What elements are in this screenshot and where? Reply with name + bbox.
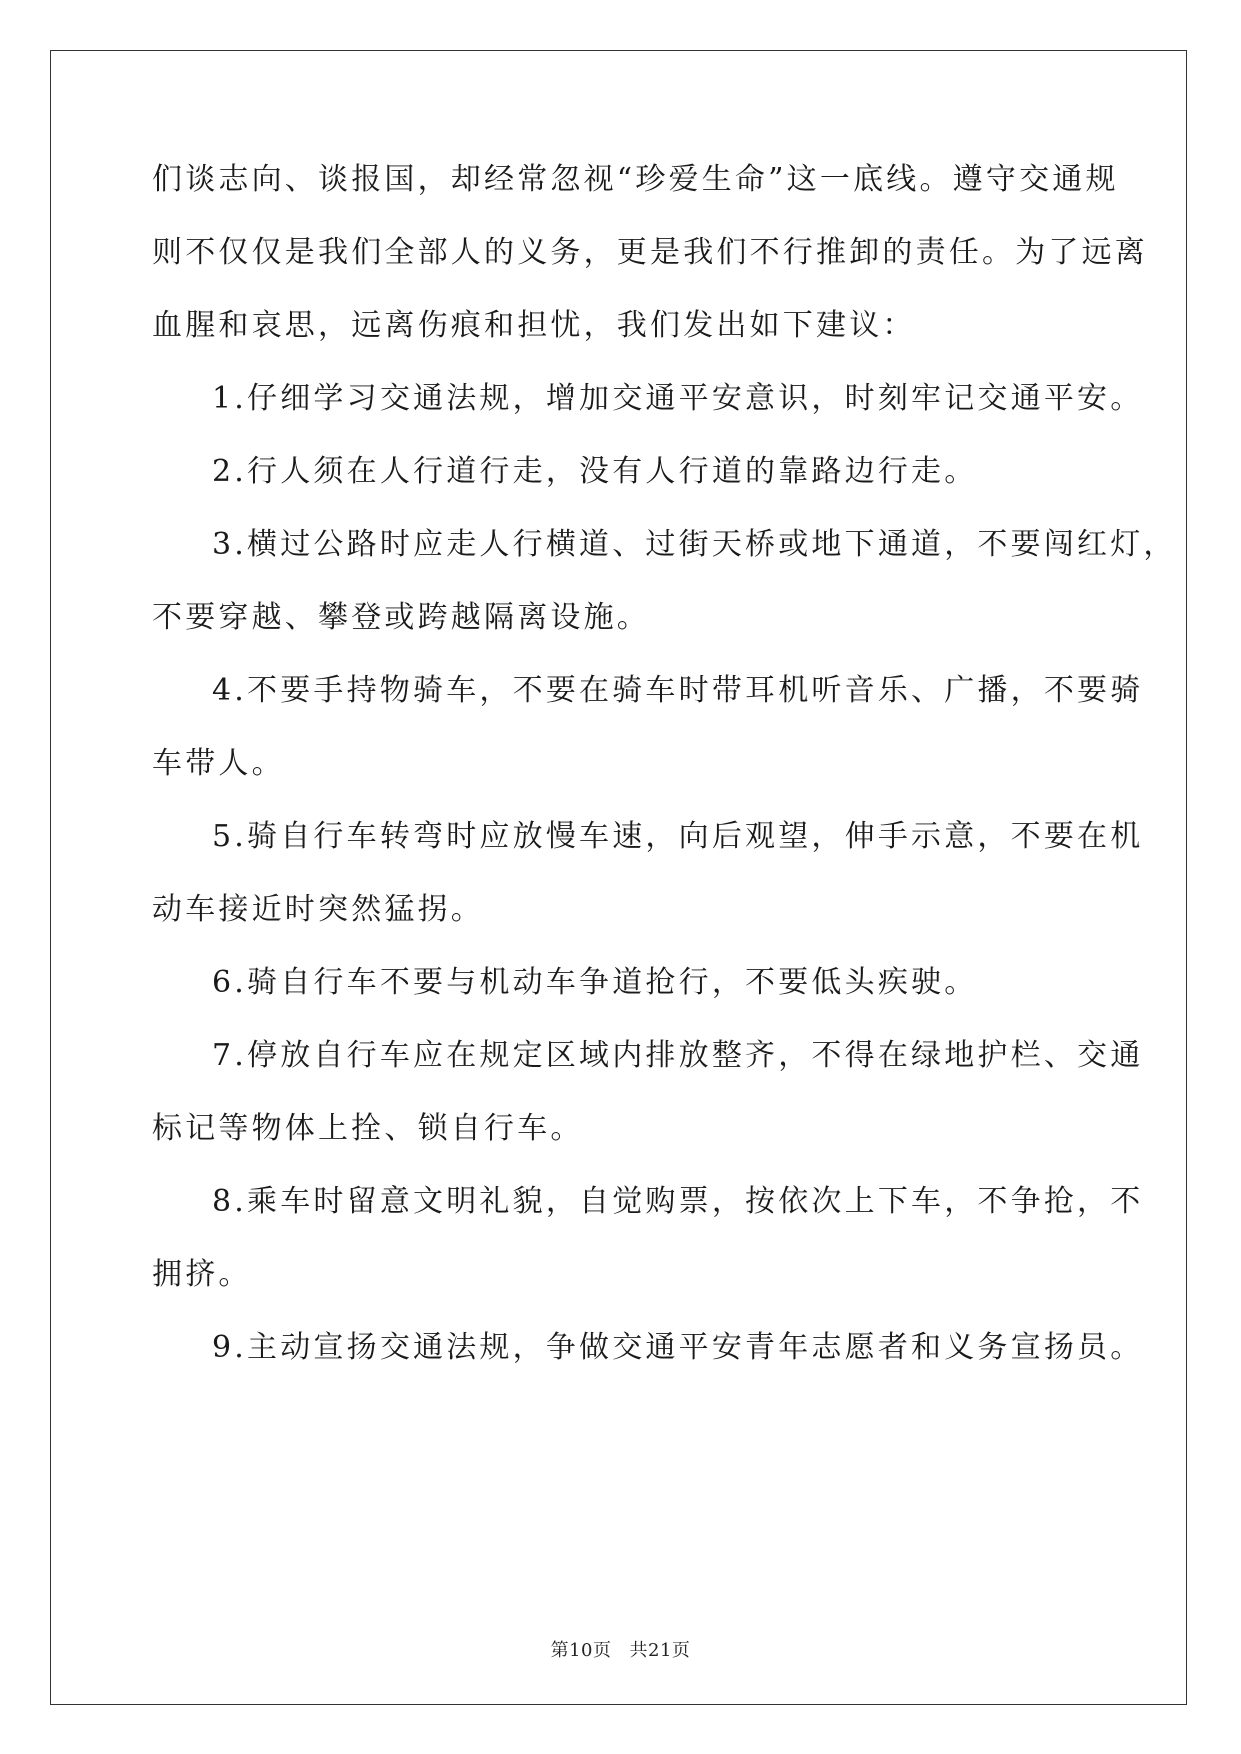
list-item-5: 5.骑自行车转弯时应放慢车速，向后观望，伸手示意，不要在机 bbox=[212, 819, 1144, 854]
list-item-9: 9.主动宣扬交通法规，争做交通平安青年志愿者和义务宣扬员。 bbox=[212, 1330, 1144, 1365]
page-total: 共21页 bbox=[629, 1640, 691, 1661]
list-item-7: 7.停放自行车应在规定区域内排放整齐，不得在绿地护栏、交通 bbox=[212, 1038, 1144, 1073]
page-border bbox=[50, 50, 1187, 1705]
list-item-6: 6.骑自行车不要与机动车争道抢行，不要低头疾驶。 bbox=[212, 965, 978, 1000]
list-item-2: 2.行人须在人行道行走，没有人行道的靠路边行走。 bbox=[212, 454, 978, 489]
list-item-4-continued: 车带人。 bbox=[152, 746, 285, 781]
list-item-3: 3.横过公路时应走人行横道、过街天桥或地下通道，不要闯红灯， bbox=[212, 527, 1177, 562]
list-item-4: 4.不要手持物骑车，不要在骑车时带耳机听音乐、广播，不要骑 bbox=[212, 673, 1144, 708]
list-item-8: 8.乘车时留意文明礼貌，自觉购票，按依次上下车，不争抢，不 bbox=[212, 1184, 1144, 1219]
list-item-3-continued: 不要穿越、攀登或跨越隔离设施。 bbox=[152, 600, 650, 635]
text-line: 们谈志向、谈报国，却经常忽视“珍爱生命”这一底线。遵守交通规 bbox=[152, 162, 1119, 197]
list-item-5-continued: 动车接近时突然猛拐。 bbox=[152, 892, 484, 927]
page-number: 第10页 bbox=[550, 1640, 612, 1661]
list-item-1: 1.仔细学习交通法规，增加交通平安意识，时刻牢记交通平安。 bbox=[212, 381, 1144, 416]
text-line: 则不仅仅是我们全部人的义务，更是我们不行推卸的责任。为了远离 bbox=[152, 235, 1148, 270]
list-item-7-continued: 标记等物体上拴、锁自行车。 bbox=[152, 1111, 584, 1146]
list-item-8-continued: 拥挤。 bbox=[152, 1257, 252, 1292]
text-line: 血腥和哀思，远离伤痕和担忧，我们发出如下建议： bbox=[152, 308, 916, 343]
page-footer bbox=[0, 1636, 1241, 1662]
